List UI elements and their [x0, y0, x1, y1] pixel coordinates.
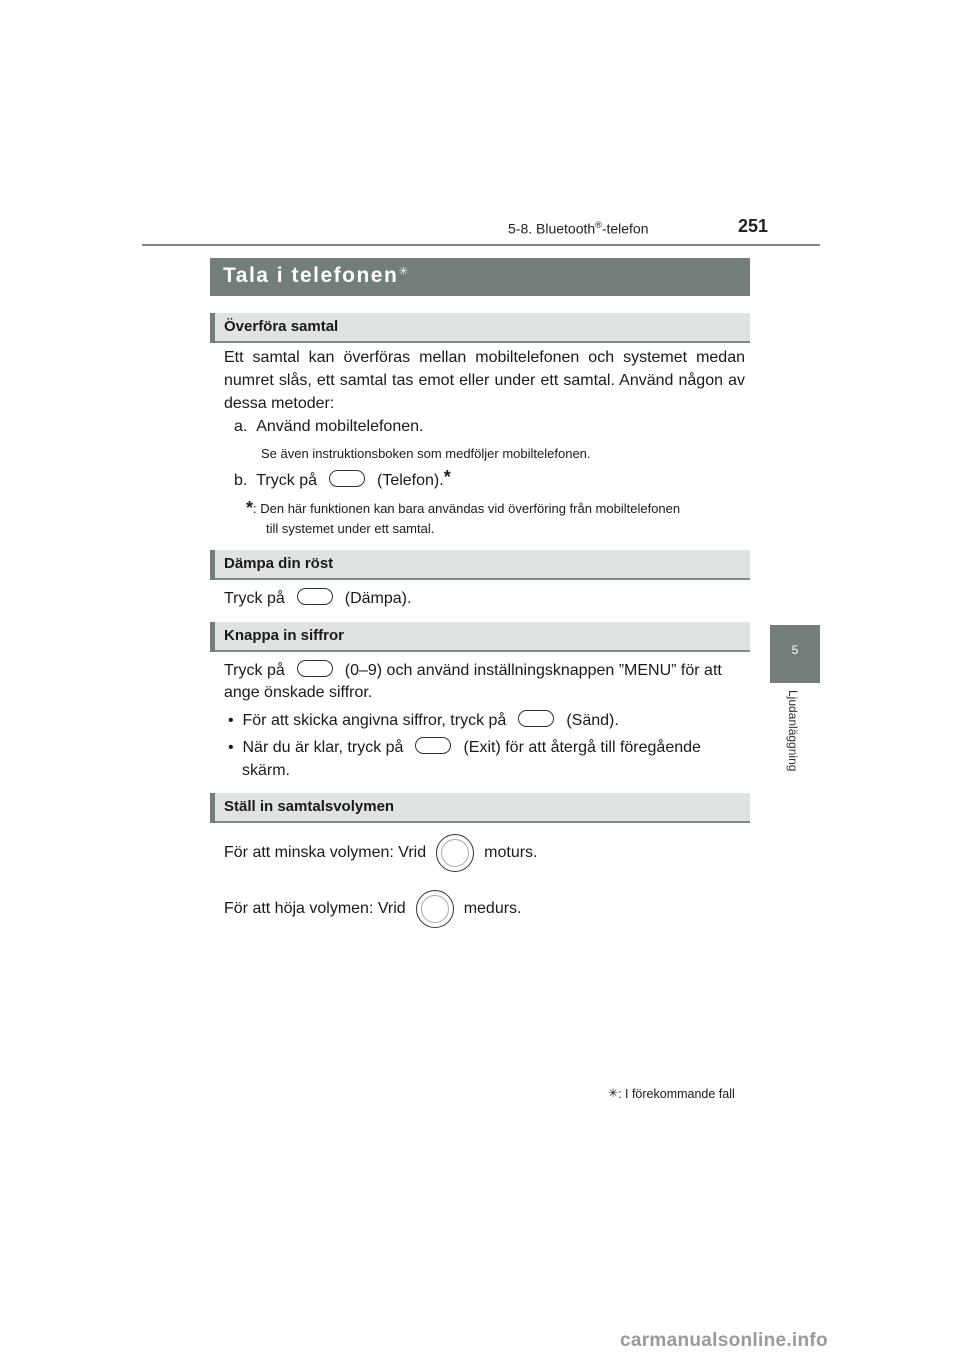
- asterisk-icon: ✳: [608, 1086, 619, 1100]
- mute-text: Tryck på: [224, 590, 285, 607]
- mute-button-icon: [297, 588, 333, 605]
- section-heading-mute: [210, 550, 750, 580]
- chapter-tab[interactable]: [770, 625, 820, 683]
- keypad-button-icon: [297, 660, 333, 677]
- heading-accent: [210, 793, 215, 823]
- method-b-suffix: (Telefon).: [376, 472, 444, 489]
- transfer-footnote: [246, 498, 681, 518]
- volume-knob-icon: [416, 890, 454, 928]
- list-item-suffix: (Sänd).: [566, 712, 619, 729]
- registered-mark: ®: [595, 220, 602, 230]
- page-footnote: [608, 1086, 735, 1101]
- method-b: [234, 467, 451, 490]
- mute-instruction: [224, 588, 411, 608]
- heading-accent: [210, 550, 215, 580]
- bullet: •: [228, 712, 234, 729]
- exit-button-icon: [415, 737, 451, 754]
- page-number: 251: [738, 216, 769, 236]
- list-item-continuation: skärm.: [242, 762, 290, 779]
- page-title: [210, 258, 750, 296]
- volume-up-instruction: [224, 890, 522, 928]
- section-header: [508, 220, 649, 237]
- method-a-label: a.: [234, 418, 248, 435]
- list-item-text: När du är klar, tryck på: [242, 739, 404, 756]
- header-divider: [142, 244, 820, 246]
- volume-knob-icon: [436, 834, 474, 872]
- section-heading-volume: [210, 793, 750, 823]
- heading-accent: [210, 313, 215, 343]
- method-b-text: Tryck på: [256, 472, 317, 489]
- digits-instruction: [224, 660, 722, 680]
- section-heading-text: Dämpa din röst: [224, 555, 334, 572]
- phone-button-icon: [329, 470, 365, 487]
- transfer-footnote-line1: : Den här funktionen kan bara användas vid överföring från mobiltelefonen: [253, 501, 681, 516]
- list-item: [228, 737, 701, 757]
- section-header-suffix: -telefon: [601, 220, 649, 237]
- asterisk-icon: ✳: [398, 264, 409, 278]
- section-heading-text: Ställ in samtalsvolymen: [224, 798, 395, 815]
- asterisk-mark: *: [443, 467, 451, 487]
- chapter-number: 5: [791, 643, 799, 657]
- watermark: carmanualsonline.info: [620, 1330, 828, 1351]
- section-heading-digits: [210, 622, 750, 652]
- volume-down-instruction: [224, 834, 537, 872]
- chapter-label-text: Ljudanläggning: [786, 690, 800, 772]
- mute-suffix: (Dämpa).: [344, 590, 412, 607]
- digits-text: Tryck på: [224, 662, 285, 679]
- list-item-suffix: (Exit) för att återgå till föregående: [463, 739, 701, 756]
- transfer-footnote-line2: till systemet under ett samtal.: [266, 521, 435, 536]
- method-a: [234, 418, 423, 436]
- page-footnote-text: : I förekommande fall: [618, 1087, 735, 1101]
- section-heading-text: Knappa in siffror: [224, 627, 345, 644]
- page-title-text: Tala i telefonen: [223, 264, 399, 287]
- section-header-text: 5-8. Bluetooth: [508, 220, 596, 237]
- list-item-text: För att skicka angivna siffror, tryck på: [242, 712, 507, 729]
- bullet: •: [228, 739, 234, 756]
- volume-down-suffix: moturs.: [484, 844, 538, 862]
- volume-up-suffix: medurs.: [463, 900, 522, 918]
- list-item: [228, 710, 619, 730]
- section-heading-text: Överföra samtal: [224, 318, 339, 335]
- method-a-text: Använd mobiltelefonen.: [256, 418, 424, 435]
- send-button-icon: [518, 710, 554, 727]
- method-b-label: b.: [234, 472, 248, 489]
- method-a-note: Se även instruktionsboken som medföljer mobiltelefonen.: [261, 446, 591, 461]
- transfer-intro: Ett samtal kan överföras mellan mobiltelefonen och systemet medan numret slås, ett samtal tas emot eller under ett samtal. Använd någon av dessa metoder:: [224, 349, 745, 412]
- chapter-label: [778, 690, 808, 800]
- section-heading-transfer: [210, 313, 750, 343]
- heading-accent: [210, 622, 215, 652]
- volume-up-text: För att höja volymen: Vrid: [224, 900, 406, 918]
- asterisk-mark: *: [246, 498, 254, 518]
- digits-suffix: (0–9) och använd inställningsknappen ”MENU” för att: [344, 662, 722, 679]
- digits-line2: ange önskade siffror.: [224, 684, 373, 701]
- volume-down-text: För att minska volymen: Vrid: [224, 844, 427, 862]
